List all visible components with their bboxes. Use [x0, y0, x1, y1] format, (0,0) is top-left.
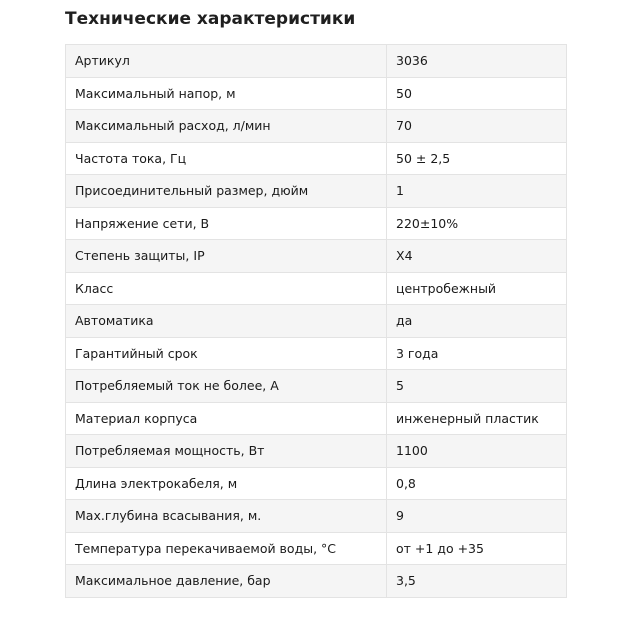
table-row — [66, 467, 567, 500]
table-row — [66, 402, 567, 435]
spec-name: Напряжение сети, В — [66, 207, 387, 240]
table-row — [66, 207, 567, 240]
table-row — [66, 435, 567, 468]
spec-name: Материал корпуса — [66, 402, 387, 435]
spec-value: центробежный — [387, 272, 567, 305]
spec-value: 50 ± 2,5 — [387, 142, 567, 175]
spec-name: Автоматика — [66, 305, 387, 338]
spec-name: Частота тока, Гц — [66, 142, 387, 175]
spec-value: 9 — [387, 500, 567, 533]
spec-value: 0,8 — [387, 467, 567, 500]
spec-value: 3,5 — [387, 565, 567, 598]
table-row — [66, 532, 567, 565]
spec-value: да — [387, 305, 567, 338]
spec-name: Максимальный расход, л/мин — [66, 110, 387, 143]
table-row — [66, 370, 567, 403]
table-row — [66, 565, 567, 598]
spec-value: 70 — [387, 110, 567, 143]
page-title: Технические характеристики — [65, 9, 356, 29]
spec-name: Max.глубина всасывания, м. — [66, 500, 387, 533]
spec-name: Длина электрокабеля, м — [66, 467, 387, 500]
spec-name: Температура перекачиваемой воды, °С — [66, 532, 387, 565]
spec-name: Присоединительный размер, дюйм — [66, 175, 387, 208]
spec-name: Потребляемая мощность, Вт — [66, 435, 387, 468]
table-row — [66, 305, 567, 338]
spec-name: Степень защиты, IP — [66, 240, 387, 273]
table-row — [66, 142, 567, 175]
table-row — [66, 45, 567, 78]
spec-value: 3 года — [387, 337, 567, 370]
table-row — [66, 175, 567, 208]
spec-name: Класс — [66, 272, 387, 305]
spec-value: 220±10% — [387, 207, 567, 240]
spec-name: Максимальный напор, м — [66, 77, 387, 110]
spec-value: 1100 — [387, 435, 567, 468]
table-row — [66, 272, 567, 305]
spec-name: Гарантийный срок — [66, 337, 387, 370]
spec-value: 50 — [387, 77, 567, 110]
table-row — [66, 500, 567, 533]
spec-value: X4 — [387, 240, 567, 273]
table-row — [66, 240, 567, 273]
spec-name: Артикул — [66, 45, 387, 78]
spec-value: 3036 — [387, 45, 567, 78]
table-row — [66, 110, 567, 143]
spec-value: инженерный пластик — [387, 402, 567, 435]
spec-name: Потребляемый ток не более, А — [66, 370, 387, 403]
spec-value: 5 — [387, 370, 567, 403]
spec-name: Максимальное давление, бар — [66, 565, 387, 598]
spec-value: 1 — [387, 175, 567, 208]
table-row — [66, 337, 567, 370]
table-row — [66, 77, 567, 110]
spec-value: от +1 до +35 — [387, 532, 567, 565]
spec-table — [65, 44, 567, 598]
